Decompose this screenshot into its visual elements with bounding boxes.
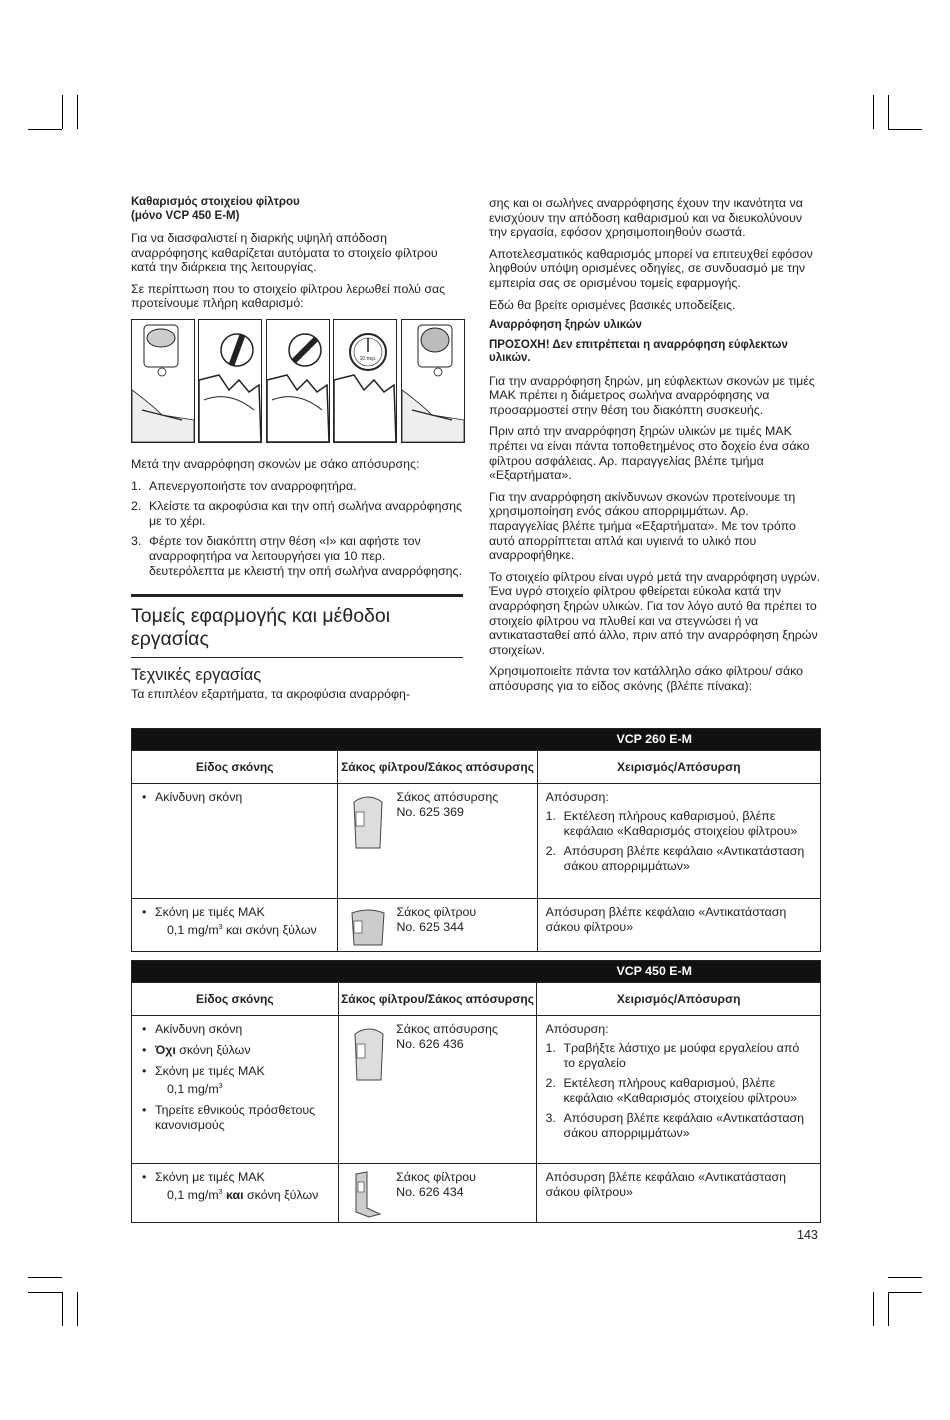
table-row: • Ακίνδυνη σκόνη Σάκος απόσυρσης No. 625 369 Απόσυρση: 1. Εκτέλεση πλήρους καθαρισμού, βλέπε κεφάλαιο «Καθαρισμός στοιχείου φίλτρου» 2. Απόσυρση βλέπε κεφάλαιο «Αντικατάσταση σάκου απορριμμάτων»: [132, 784, 821, 899]
list-item: 2. Κλείστε τα ακροφύσια και την οπή σωλήνα αναρρόφησης με το χέρι.: [131, 499, 463, 528]
paragraph: Για την αναρρόφηση ξηρών, μη εύφλεκτων σκονών με τιμές MAK πρέπει η διάμετρος σωλήνα αναρρόφησης να προσαρμοστεί στην θέση του διακόπτη συσκευής.: [489, 373, 815, 417]
left-column: [131, 196, 463, 708]
table-header: Σάκος φίλτρου/Σάκος απόσυρσης: [338, 983, 537, 1016]
illustration-panel: [333, 319, 397, 443]
table-header: Είδος σκόνης: [132, 751, 338, 784]
cleaning-illustration: [131, 319, 463, 443]
paragraph: Χρησιμοποιείτε πάντα τον κατάλληλο σάκο φίλτρου/ σάκο απόσυρσης για το είδος σκόνης (βλέπε πίνακα):: [489, 664, 804, 693]
waste-bag-icon: [350, 792, 386, 850]
paragraph: Σε περίπτωση που το στοιχείο φίλτρου λερωθεί πολύ σας προτείνουμε πλήρη καθαρισμό:: [131, 281, 446, 311]
chapter-title: Τομείς εφαρμογής και μέθοδοι εργασίας: [131, 605, 391, 651]
table-header: Χειρισμός/Απόσυρση: [537, 751, 820, 784]
bag-table-vcp260: [131, 728, 821, 952]
crop-mark: [888, 95, 889, 129]
divider: [131, 657, 463, 658]
warning: ΠΡΟΣΟΧΗ! Δεν επιτρέπεται η αναρρόφηση εύφλεκτων υλικών.: [489, 338, 788, 365]
steps-list: [131, 479, 463, 579]
section-heading: Καθαρισμός στοιχείου φίλτρου (μόνο VCP 450 E-M): [131, 196, 300, 222]
crop-mark: [888, 129, 922, 130]
crop-mark: [873, 1292, 874, 1326]
timer-label: 10 περ.: [359, 355, 377, 362]
crop-mark: [77, 1292, 78, 1326]
list-item: 3. Απόσυρση βλέπε κεφάλαιο «Αντικατάσταση σάκου απορριμμάτων»: [545, 1111, 805, 1140]
paragraph: Για την αναρρόφηση ακίνδυνων σκονών προτείνουμε τη χρησιμοποίηση ενός σάκου απορριμμάτων. Αρ. παραγγελίας βλέπε τμήμα «Εξαρτήματα». Με τον τρόπο αυτό απορρίπτεται απλά και υγιεινά το υλικό που αναρροφήθηκε.: [489, 489, 796, 563]
table-header: Σάκος φίλτρου/Σάκος απόσυρσης: [338, 751, 537, 784]
crop-mark: [62, 95, 63, 129]
table-row: • Σκόνη με τιμές MAK 0,1 $mg/m^3$ και σκόνη ξύλων Σάκος φίλτρου No. 625 344 Απόσυρση βλέπε κεφάλαιο «Αντικατάσταση σάκου φίλτρου»: [132, 899, 821, 952]
paragraph: σης και οι σωλήνες αναρρόφησης έχουν την ικανότητα να ενισχύουν την απόδοση καθαρισμού και να διευκολύνουν την εργασία, εφόσον χρησιμοποιηθούν σωστά.: [489, 196, 803, 240]
crop-mark: [28, 1292, 62, 1293]
table-row: • Σκόνη με τιμές MAK 0,1 $mg/m^3$ και σκόνη ξύλων Σάκος φίλτρου No. 626 434 Απόσυρση βλέπε κεφάλαιο «Αντικατάσταση σάκου φίλτρου»: [132, 1164, 821, 1223]
table-header: Χειρισμός/Απόσυρση: [537, 983, 821, 1016]
illustration-panel: [198, 319, 262, 443]
filter-bag-icon: [353, 1170, 383, 1218]
crop-mark: [28, 129, 62, 130]
filter-bag-icon: [348, 905, 388, 947]
paragraph: Εδώ θα βρείτε ορισμένες βασικές υποδείξεις.: [489, 297, 736, 312]
right-column: [489, 196, 821, 701]
waste-bag-icon: [351, 1024, 387, 1082]
page-number: 143: [797, 1228, 818, 1242]
table-title: VCP 450 E-M: [132, 961, 821, 983]
crop-mark: [77, 95, 78, 129]
list-item: 2. Απόσυρση βλέπε κεφάλαιο «Αντικατάσταση σάκου απορριμμάτων»: [545, 844, 805, 873]
crop-mark: [888, 1292, 922, 1293]
crop-mark: [62, 1292, 63, 1326]
table-row: • Ακίνδυνη σκόνη • Όχι σκόνη ξύλων • Σκόνη με τιμές MAK 0,1 $mg/m^3$ • Τηρείτε εθνικούς πρόσθετους κανονισμούς Σάκος απόσυρσης No. 626 436 Απόσυρση: 1. Τραβήξτε λάστιχο με μούφα εργαλείου από το εργαλείο 2. Εκτέλεση πλήρους καθαρισμού, βλέπε κεφάλαιο «Καθαρισμός στοιχείου φίλτρου» 3. Απόσυρση βλέπε κεφάλαιο «Αντικατάσταση σάκου απορριμμάτων»: [132, 1016, 821, 1164]
paragraph: Μετά την αναρρόφηση σκονών με σάκο απόσυρσης:: [131, 456, 420, 471]
paragraph: Αποτελεσματικός καθαρισμός μπορεί να επιτευχθεί εφόσον ληφθούν υπόψη ορισμένες οδηγίες, σε συνδυασμό με την εμπειρία σας σε ορισμένου τομείς εφαρμογής.: [489, 246, 813, 290]
paragraph: Για να διασφαλιστεί η διαρκής υψηλή απόδοση αναρρόφησης καθαρίζεται αυτόματα το στοιχείο φίλτρου κατά την διάρκεια της λειτουργίας.: [131, 231, 438, 275]
crop-mark: [888, 1277, 922, 1278]
table-title: VCP 260 E-M: [132, 729, 821, 751]
list-item: 1. Απενεργοποιήστε τον αναρροφητήρα.: [131, 478, 357, 493]
table-header: Είδος σκόνης: [132, 983, 339, 1016]
illustration-panel: [266, 319, 330, 443]
paragraph: Πριν από την αναρρόφηση ξηρών υλικών με τιμές MAK πρέπει να είναι πάντα τοποθετημένος στο δοχείο ένα σάκο φίλτρου ασφάλειας. Αρ. παραγγελίας βλέπε τμήμα «Εξαρτήματα».: [489, 424, 810, 483]
paragraph: Τα επιπλέον εξαρτήματα, τα ακροφύσια αναρρόφη-: [131, 686, 411, 701]
section-heading: Αναρρόφηση ξηρών υλικών: [489, 319, 642, 332]
list-item: 3. Φέρτε τον διακόπτη στην θέση «I» και αφήστε τον αναρροφητήρα να λειτουργήσει για 10 περ. δευτερόλεπτα με κλειστή την οπή σωλήνα αναρρόφησης.: [131, 534, 462, 578]
divider: [131, 594, 463, 597]
subtitle: Τεχνικές εργασίας: [131, 666, 262, 685]
list-item: 1. Τραβήξτε λάστιχο με μούφα εργαλείου από το εργαλείο: [545, 1041, 800, 1070]
bag-table-vcp450: [131, 960, 821, 1223]
illustration-panel: [131, 319, 195, 443]
list-item: 1. Εκτέλεση πλήρους καθαρισμού, βλέπε κεφάλαιο «Καθαρισμός στοιχείου φίλτρου»: [545, 809, 798, 838]
list-item: 2. Εκτέλεση πλήρους καθαρισμού, βλέπε κεφάλαιο «Καθαρισμός στοιχείου φίλτρου»: [545, 1076, 798, 1105]
crop-mark: [888, 1292, 889, 1326]
illustration-panel: [401, 319, 465, 443]
crop-mark: [873, 95, 874, 129]
crop-mark: [28, 1277, 62, 1278]
paragraph: Το στοιχείο φίλτρου είναι υγρό μετά την αναρρόφηση υγρών. Ένα υγρό στοιχείο φίλτρου φθείρεται εύκολα κατά την αναρρόφηση ξηρών υλικών. Για τον λόγο αυτό θα πρέπει το στοιχείο φίλτρου να πλυθεί και να στεγνώσει ή να αντικατασταθεί από άλλο, πριν από την αναρρόφηση ξηρών στοιχείων.: [489, 569, 821, 657]
